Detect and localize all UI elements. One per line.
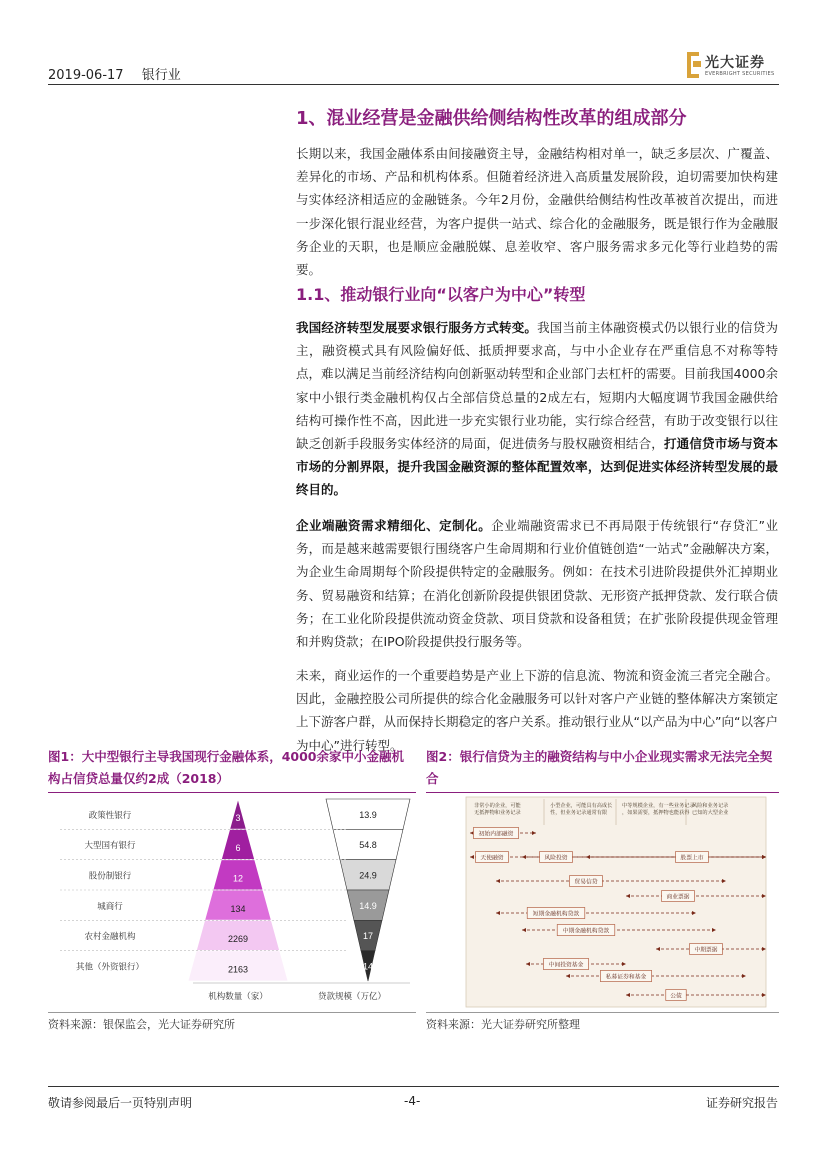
pyramid-left-value: 3 xyxy=(235,812,241,823)
pyramid-left-value: 2163 xyxy=(227,964,249,975)
report-sector: 银行业 xyxy=(141,68,181,83)
everbright-logo xyxy=(687,52,779,82)
figure1-rule xyxy=(48,792,416,793)
pyramid-right-value: 24.9 xyxy=(359,870,377,881)
paragraph-future-trend: 未来，商业运作的一个重要趋势是产业上下游的信息流、物流和资金流三者完全融合。因此，金融控股公司所提供的综合化金融服务可以针对客户产业链的整体解决方案锁定上下游客户群，从而保持长期稳定的客户关系。推动银行业从“以产品为中心”向“以客户为中心”进行转型。 xyxy=(296,668,778,753)
footer-page-number: -4- xyxy=(404,1094,421,1108)
paragraph-enterprise-demand xyxy=(296,514,778,653)
report-date: 2019-06-17 xyxy=(48,68,124,83)
figure1-pyramid-chart xyxy=(48,795,416,1009)
pyramid-right-value: 54.8 xyxy=(359,840,377,851)
report-header xyxy=(48,64,195,83)
diagram-bar-label: 中间投资基金 xyxy=(548,962,584,969)
diagram-bar-label: 商业票据 xyxy=(666,894,690,901)
pyramid-category-label: 其他（外资银行） xyxy=(75,962,145,973)
pyramid-category-label: 大型国有银行 xyxy=(84,841,136,852)
figure2-source-rule xyxy=(426,1012,779,1013)
figure1-source-rule xyxy=(48,1012,416,1013)
diagram-bar-label: 私募证券和基金 xyxy=(605,974,647,981)
figure2-source: 资料来源：光大证券研究所整理 xyxy=(426,1018,580,1031)
figure2-rule xyxy=(426,792,779,793)
pyramid-right-value: 13.9 xyxy=(359,809,377,820)
pyramid-right-value: 14 xyxy=(362,961,374,972)
pyramid-left-value: 2269 xyxy=(227,934,249,945)
paragraph-economic-transformation xyxy=(296,316,778,502)
pyramid-right-legend: 贷款规模（万亿） xyxy=(317,992,387,1002)
figure2-financing-diagram xyxy=(426,795,779,1009)
pyramid-category-label: 农村金融机构 xyxy=(84,932,136,943)
pyramid-category-label: 政策性银行 xyxy=(88,810,132,821)
diagram-bar-label: 股票上市 xyxy=(680,855,704,862)
footer-divider xyxy=(48,1086,779,1087)
pyramid-right-value: 14.9 xyxy=(359,900,377,911)
paragraph-body: 我国当前主体融资模式仍以银行业的信贷为主，融资模式具有风险偏好低、抵质押要求高，与中小企业存在严重信息不对称等特点，难以满足当前经济结构向创新驱动转型和企业部门去杠杆的需要。目前我国4000余家中小银行类金融机构仅占全部信贷总量的2成左右，短期内大幅度调节我国金融供给结构可操作性不高，因此进一步充实银行业功能，实行综合经营，有助于改变银行以往缺乏创新手段服务实体经济的局面，促进债务与股权融资相结合， xyxy=(296,320,778,452)
header-divider xyxy=(48,84,779,85)
pyramid-left-legend: 机构数量（家） xyxy=(208,992,268,1002)
paragraph-emphasis: 打通信贷市场与资本市场的分割界限，提升我国金融资源的整体配置效率，达到促进实体经济转型发展的最终目的。 xyxy=(296,436,778,498)
diagram-bar-label: 贸易信贷 xyxy=(574,879,598,886)
section-title: 1、混业经营是金融供给侧结构性改革的组成部分 xyxy=(296,108,687,129)
section-paragraph: 长期以来，我国金融体系由间接融资主导，金融结构相对单一，缺乏多层次、广覆盖、差异化的市场、产品和机构体系。但随着经济进入高质量发展阶段，迫切需要加快构建与实体经济相适应的金融链条。今年2月份，金融供给侧结构性改革被首次提出，而进一步深化银行混业经营，为客户提供一站式、综合化的金融服务，既是银行作为金融服务企业的天职，也是顺应金融脱媒、息差收窄、客户服务需求多元化等行业趋势的需要。 xyxy=(296,146,778,278)
paragraph-body: 企业端融资需求已不再局限于传统银行“存贷汇”业务，而是越来越需要银行围绕客户生命周期和行业价值链创造“一站式”金融解决方案，为企业生命周期每个阶段提供特定的金融服务。例如：在技术引进阶段提供外汇掉期业务、贸易融资和结算；在消化创新阶段提供银团贷款、无形资产抵押贷款、发行联合债务；在工业化阶段提供流动资金贷款、项目贷款和设备租赁；在扩张阶段提供现金管理和并购贷款；在IPO阶段提供投行服务等。 xyxy=(296,518,778,650)
pyramid-category-label: 股份制银行 xyxy=(88,871,132,882)
logo-en-text: EVERBRIGHT SECURITIES xyxy=(705,71,775,77)
diagram-bar-label: 天使融资 xyxy=(480,855,504,862)
figure1-source: 资料来源：银保监会，光大证券研究所 xyxy=(48,1018,235,1031)
diagram-bar-label: 中期票据 xyxy=(694,947,718,954)
diagram-bar-label: 风险投资 xyxy=(544,855,568,862)
logo-cn-text: 光大证券 xyxy=(705,55,765,71)
pyramid-left-value: 12 xyxy=(232,873,244,884)
footer-report-type: 证券研究报告 xyxy=(706,1096,779,1110)
pyramid-right-value: 17 xyxy=(362,931,374,942)
figure1-title: 图1：大中型银行主导我国现行金融体系，4000余家中小金融机构占信贷总量仅约2成（2018） xyxy=(48,749,404,786)
figure2-title: 图2：银行信贷为主的融资结构与中小企业现实需求无法完全契合 xyxy=(426,749,773,786)
pyramid-left-value: 134 xyxy=(230,903,246,914)
diagram-column-head: 中等规模企业，有一些业务记录，如果需要，抵押物也能获得 xyxy=(622,803,695,816)
pyramid-category-label: 城商行 xyxy=(97,901,123,912)
diagram-bar-label: 中期金融机构贷款 xyxy=(562,928,610,935)
pyramid-left-value: 6 xyxy=(235,843,241,854)
paragraph-lead: 我国经济转型发展要求银行服务方式转变。 xyxy=(296,320,538,335)
diagram-bar-label: 初始内部融资 xyxy=(478,831,514,838)
subsection-title: 1.1、推动银行业向“以客户为中心”转型 xyxy=(296,285,586,304)
diagram-bar-label: 公债 xyxy=(670,993,682,1000)
diagram-column-head: 小型企业，可能具有高成长性，但业务记录通常有限 xyxy=(550,803,613,816)
paragraph-lead: 企业端融资需求精细化、定制化。 xyxy=(296,518,492,533)
diagram-bar-label: 短期金融机构贷款 xyxy=(532,911,580,918)
diagram-column-head: 风险和业务记录已知的大型企业 xyxy=(692,803,729,816)
diagram-column-head: 非常小的企业，可能无抵押物和业务记录 xyxy=(474,803,521,816)
footer-disclaimer: 敬请参阅最后一页特别声明 xyxy=(48,1096,193,1110)
